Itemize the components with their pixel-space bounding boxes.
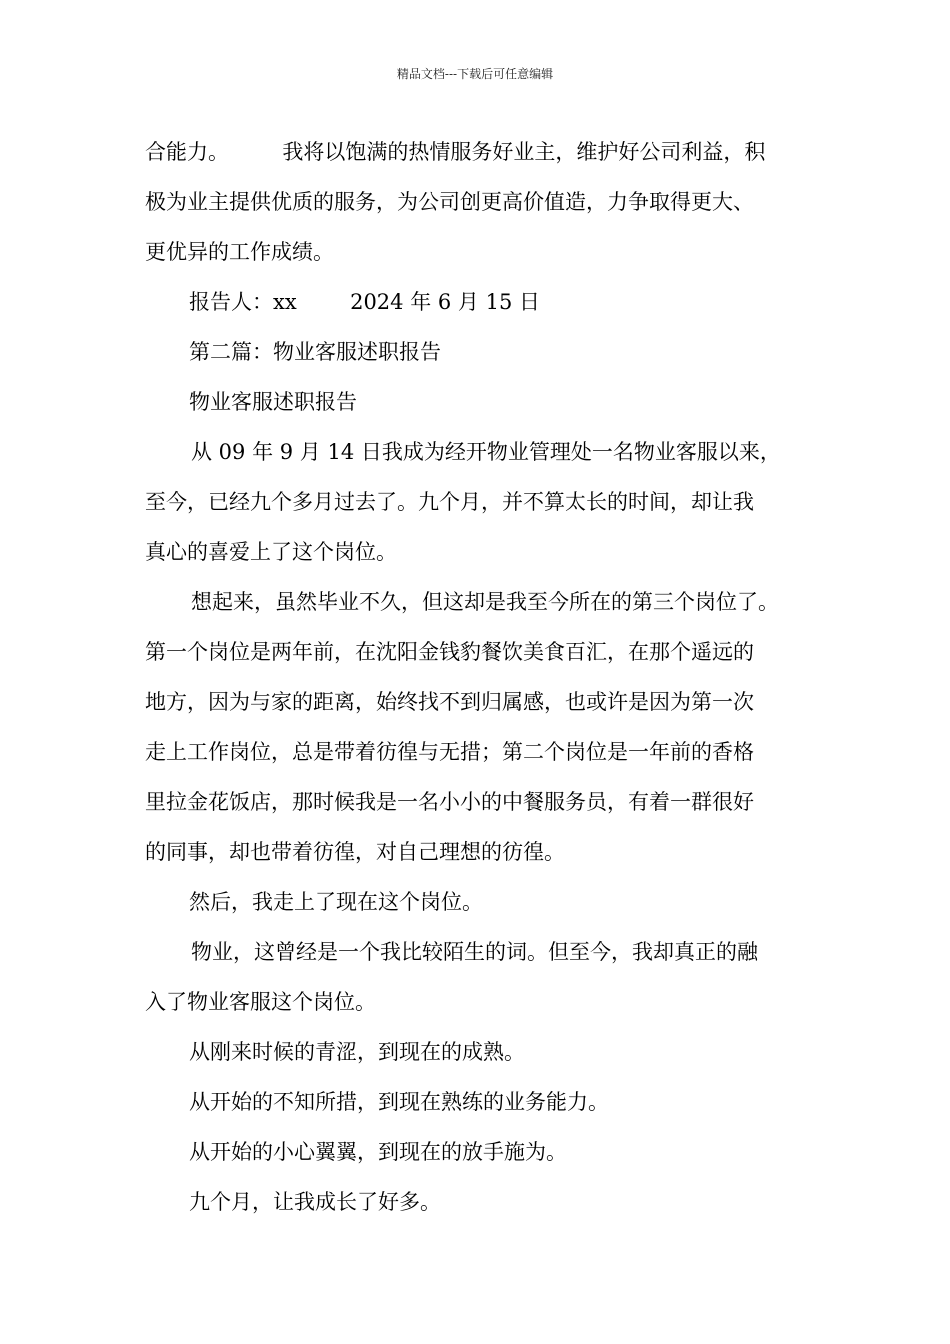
text-line: 地方，因为与家的距离，始终找不到归属感，也或许是因为第一次 [145, 690, 754, 714]
text-line: 第一个岗位是两年前，在沈阳金钱豹餐饮美食百汇，在那个遥远的 [145, 640, 754, 664]
report-title: 物业客服述职报告 [189, 390, 357, 414]
text-line: 更优异的工作成绩。 [145, 240, 334, 264]
text-line: 从刚来时候的青涩，到现在的成熟。 [189, 1040, 525, 1064]
page-header: 精品文档---下载后可任意编辑 [396, 67, 554, 81]
text-line: 九个月，让我成长了好多。 [189, 1190, 441, 1214]
text-line: 里拉金花饭店，那时候我是一名小小的中餐服务员，有着一群很好 [145, 790, 754, 814]
section-heading: 第二篇：物业客服述职报告 [189, 340, 441, 364]
text-line: 入了物业客服这个岗位。 [145, 990, 376, 1014]
text-line: 想起来，虽然毕业不久，但这却是我至今所在的第三个岗位了。 [191, 590, 779, 614]
text-line: 极为业主提供优质的服务，为公司创更高价值造，力争取得更大、 [145, 190, 754, 214]
text-line: 至今，已经九个多月过去了。九个月，并不算太长的时间，却让我 [145, 490, 754, 514]
text-line: 的同事，却也带着彷徨，对自己理想的彷徨。 [145, 840, 565, 864]
report-signature: 报告人：xx 2024 年 6 月 15 日 [189, 290, 540, 314]
text-line: 然后，我走上了现在这个岗位。 [189, 890, 483, 914]
text-line: 走上工作岗位，总是带着彷徨与无措；第二个岗位是一年前的香格 [145, 740, 754, 764]
text-line: 从开始的不知所措，到现在熟练的业务能力。 [189, 1090, 609, 1114]
text-line: 真心的喜爱上了这个岗位。 [145, 540, 397, 564]
text-line: 物业，这曾经是一个我比较陌生的词。但至今，我却真正的融 [191, 940, 758, 964]
document-body [145, 131, 810, 1231]
text-line: 从开始的小心翼翼，到现在的放手施为。 [189, 1140, 567, 1164]
text-line: 从 09 年 9 月 14 日我成为经开物业管理处一名物业客服以来， [191, 440, 781, 464]
text-line: 合能力。 我将以饱满的热情服务好业主，维护好公司利益，积 [145, 140, 766, 164]
